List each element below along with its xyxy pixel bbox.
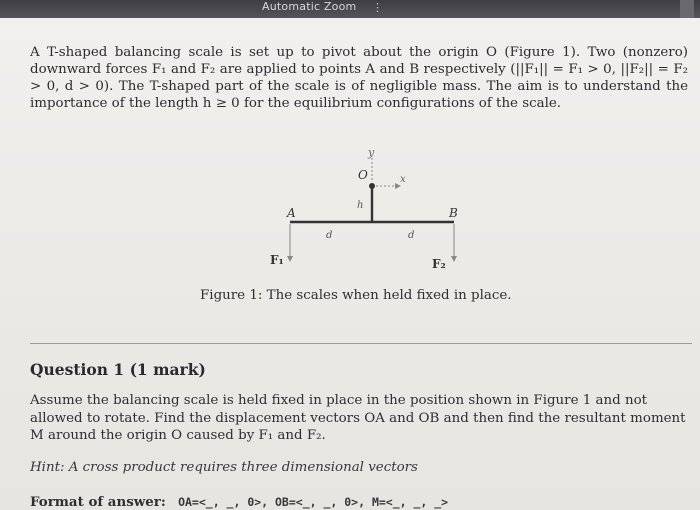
question-title: Question 1 (1 mark) — [30, 360, 206, 379]
label-origin: O — [358, 168, 368, 182]
format-label: Format of answer: — [30, 494, 166, 510]
question-hint: Hint: A cross product requires three dimensional vectors — [30, 460, 418, 475]
label-y: y — [368, 146, 375, 159]
document-page — [0, 18, 700, 510]
problem-intro — [30, 44, 688, 112]
label-h: h — [357, 200, 364, 211]
answer-format — [30, 494, 448, 510]
label-f2: F₂ — [432, 257, 446, 271]
section-divider — [30, 343, 692, 344]
label-a: A — [287, 206, 296, 220]
question-text: Assume the balancing scale is held fixed in place in the position shown in Figure 1 and not allowed to rotate. Find the displacement vectors OA and OB and then find the resultant moment M around the origin O caused by F₁ and F₂. — [30, 393, 686, 443]
viewer-toolbar — [0, 0, 700, 18]
label-d-left: d — [326, 230, 333, 241]
figure-caption: Figure 1: The scales when held fixed in place. — [200, 288, 512, 303]
label-b: B — [449, 206, 458, 220]
label-d-right: d — [408, 230, 415, 241]
menu-icon[interactable]: ⋮ — [372, 1, 383, 14]
figure-1-diagram — [260, 146, 470, 281]
format-template: OA=<_, _, 0>, OB=<_, _, 0>, M=<_, _, _> — [178, 495, 449, 509]
label-f1: F₁ — [270, 253, 284, 267]
zoom-label[interactable]: Automatic Zoom — [262, 0, 357, 13]
question-body — [30, 392, 690, 445]
label-x: x — [400, 174, 406, 185]
intro-text: A T-shaped balancing scale is set up to pivot about the origin O (Figure 1). Two (nonzero) downward forces F₁ and F₂ are applied to points A and B respectively (||F₁|| = F₁ > 0, ||F₂|| = F₂ > 0, d > 0). The T-shaped part of the scale is of negligible mass. The aim is to understand the importance of the length h ≥ 0 for the equilibrium configurations of the scale. — [30, 45, 688, 111]
